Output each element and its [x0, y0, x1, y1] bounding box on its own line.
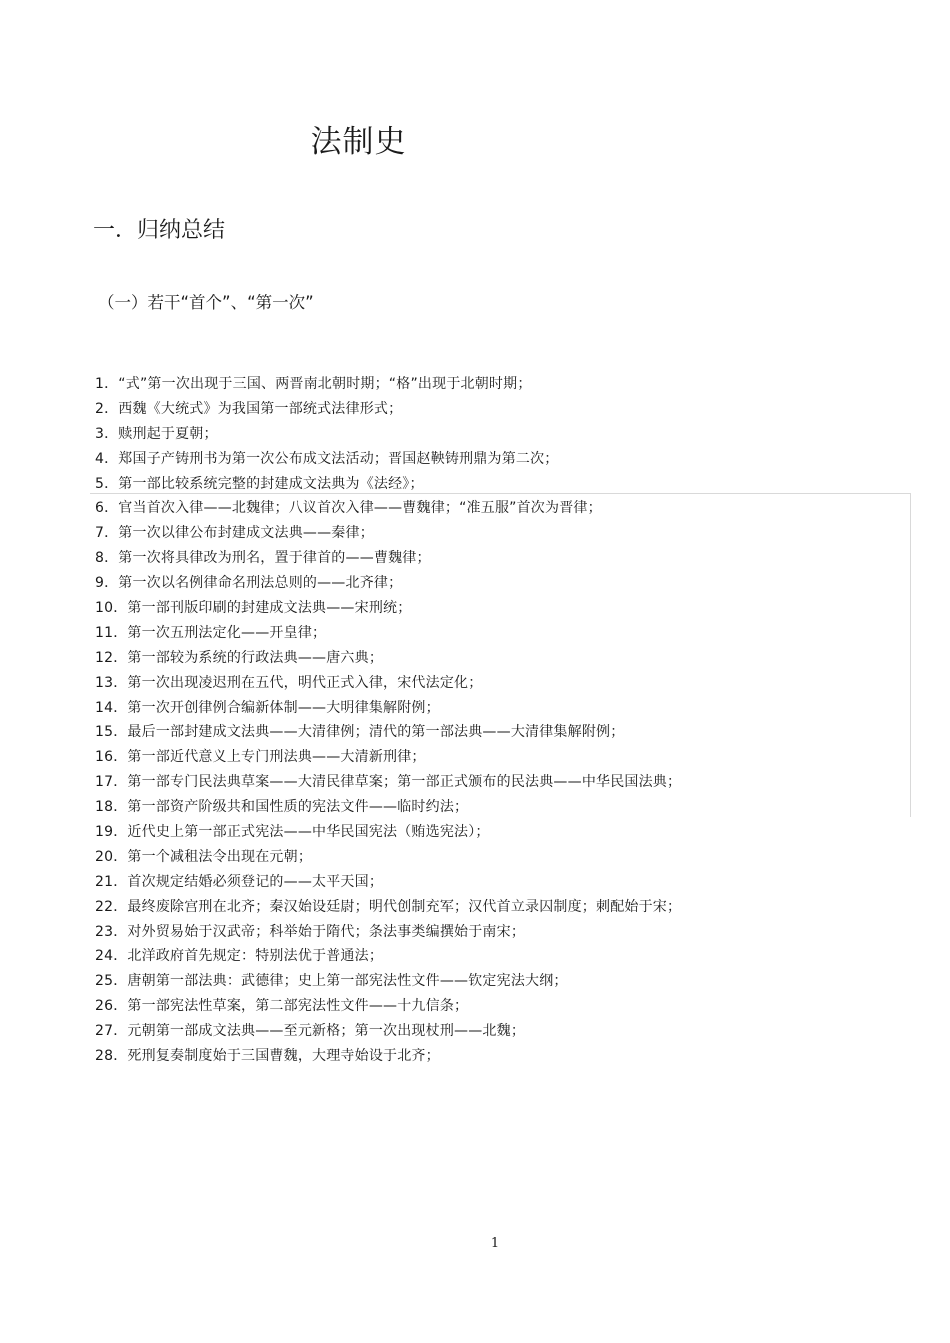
item-list — [95, 372, 915, 1069]
list-item: 19．近代史上第一部正式宪法——中华民国宪法（贿选宪法）； — [95, 824, 490, 841]
list-item: 21．首次规定结婚必须登记的——太平天国； — [95, 873, 384, 890]
list-item: 15．最后一部封建成文法典——大清律例；清代的第一部法典——大清律集解附例； — [95, 724, 625, 741]
list-item: 2．西魏《大统式》为我国第一部统式法律形式； — [95, 400, 403, 417]
list-item: 12．第一部较为系统的行政法典——唐六典； — [95, 649, 384, 666]
list-item: 23．对外贸易始于汉武帝；科举始于隋代；条法事类编撰始于南宋； — [95, 923, 526, 940]
list-item: 7．第一次以律公布封建成文法典——秦律； — [95, 525, 374, 542]
list-item: 11．第一次五刑法定化——开皇律； — [95, 624, 327, 641]
list-item: 17．第一部专门民法典草案——大清民律草案；第一部正式颁布的民法典——中华民国法典； — [95, 774, 682, 791]
list-item: 26．第一部宪法性草案，第二部宪法性文件——十九信条； — [95, 998, 469, 1015]
list-item: 24．北洋政府首先规定：特别法优于普通法； — [95, 948, 384, 965]
list-item: 28．死刑复奏制度始于三国曹魏，大理寺始设于北齐； — [95, 1048, 440, 1065]
list-item: 1．“式”第一次出现于三国、两晋南北朝时期；“格”出现于北朝时期； — [95, 376, 532, 392]
list-item: 16．第一部近代意义上专门刑法典——大清新刑律； — [95, 749, 426, 766]
page-title: 法制史 — [310, 124, 407, 160]
list-item: 4．郑国子产铸刑书为第一次公布成文法活动；晋国赵鞅铸刑鼎为第二次； — [95, 450, 559, 467]
list-item: 13．第一次出现凌迟刑在五代，明代正式入律，宋代法定化； — [95, 674, 483, 691]
list-item: 22．最终废除宫刑在北齐；秦汉始设廷尉；明代创制充军；汉代首立录囚制度；刺配始于宋； — [95, 898, 682, 915]
list-item: 3．赎刑起于夏朝； — [95, 425, 218, 442]
list-item: 9．第一次以名例律命名刑法总则的——北齐律； — [95, 575, 403, 592]
list-item: 8．第一次将具律改为刑名，置于律首的——曹魏律； — [95, 550, 431, 567]
page-number: 1 — [490, 1236, 500, 1251]
list-item: 20．第一个减租法令出现在元朝； — [95, 848, 313, 865]
list-item: 18．第一部资产阶级共和国性质的宪法文件——临时约法； — [95, 799, 469, 816]
list-item: 27．元朝第一部成文法典——至元新格；第一次出现杖刑——北魏； — [95, 1023, 526, 1040]
list-item: 6．官当首次入律——北魏律；八议首次入律——曹魏律；“准五服”首次为晋律； — [95, 500, 602, 517]
section-heading: 一．归纳总结 — [93, 218, 226, 243]
list-item: 10．第一部刊版印刷的封建成文法典——宋刑统； — [95, 600, 412, 617]
list-item: 5．第一部比较系统完整的封建成文法典为《法经》； — [95, 475, 424, 492]
subsection-heading: （一）若干“首个”、“第一次” — [98, 293, 314, 312]
list-item: 25．唐朝第一部法典：武德律；史上第一部宪法性文件——钦定宪法大纲； — [95, 973, 568, 990]
list-item: 14．第一次开创律例合编新体制——大明律集解附例； — [95, 699, 440, 716]
